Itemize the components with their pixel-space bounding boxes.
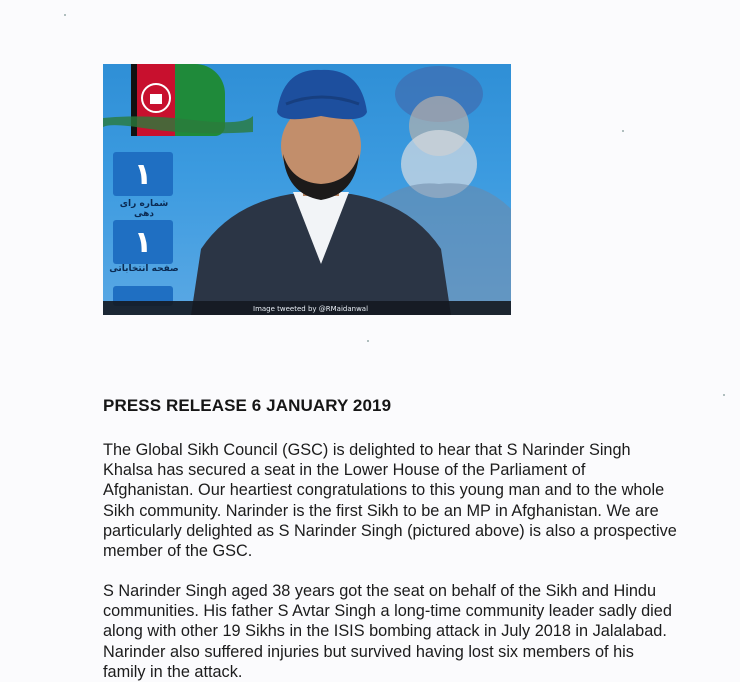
candidate-photo xyxy=(103,64,511,315)
ballot-number-badge xyxy=(113,152,173,196)
candidate-portrait xyxy=(191,64,451,315)
page-number-caption: صفحه انتخاباتی xyxy=(109,264,179,274)
scan-speck xyxy=(64,14,66,16)
scan-speck xyxy=(622,130,624,132)
page-number-badge xyxy=(113,220,173,264)
page-number: ۱ xyxy=(133,224,153,260)
ballot-number: ۱ xyxy=(133,156,153,192)
image-credit: Image tweeted by @RMaidanwal xyxy=(253,305,369,313)
scan-speck xyxy=(367,340,369,342)
ballot-number-caption: شماره رای دهی xyxy=(119,199,169,219)
press-release-heading: PRESS RELEASE 6 JANUARY 2019 xyxy=(103,396,392,415)
scan-speck xyxy=(723,394,725,396)
paragraph-2: S Narinder Singh aged 38 years got the seat on behalf of the Sikh and Hindu communities. His father S Avtar Singh a long-time community leader sadly died along with other 19 Sikhs in the ISIS bombing attack in July 2018 in Jalalabad. Narinder also suffered injuries but survived having lost six members of his family in the attack. xyxy=(103,582,672,681)
emblem-icon xyxy=(139,78,173,118)
paragraph-1: The Global Sikh Council (GSC) is delighted to hear that S Narinder Singh Khalsa has secured a seat in the Lower House of the Parliament of Afghanistan. Our heartiest congratulations to this young man and to the whole Sikh community. Narinder is the first Sikh to be an MP in Afghanistan. We are particularly delighted as S Narinder Singh (pictured above) is also a prospective member of the GSC. xyxy=(103,441,677,561)
